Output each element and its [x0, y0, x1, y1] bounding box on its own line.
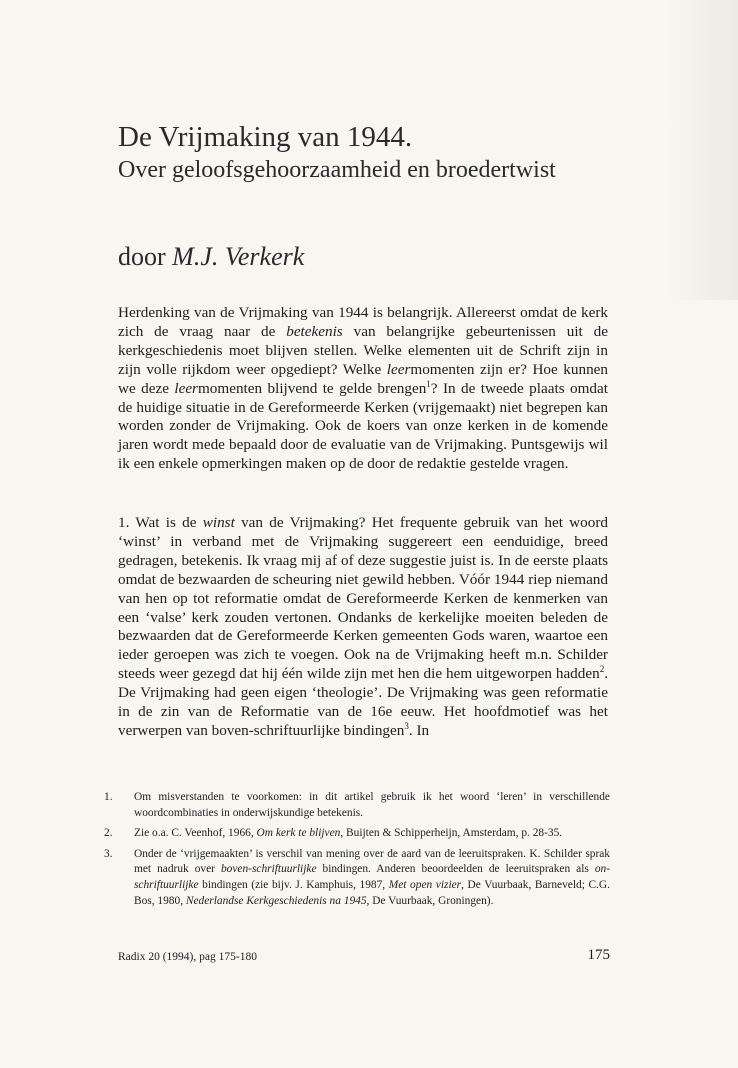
text-run: . In [408, 721, 430, 739]
emphasis-text: leer [174, 379, 198, 397]
text-run: ? In de tweede plaats omdat de huidige situatie in de Gereformeerde Kerken (vrijgemaakt) niet begrepen kan worden zonder de Vrijmaking. Ook de koers van onze kerken in de komende jaren wordt mede bepaald door de evaluatie van de Vrijmaking. Puntsgewijs wil ik een enkele opmerkingen maken op de door de redaktie gestelde vragen. [118, 379, 608, 473]
footnote-ref: 2 [599, 664, 605, 675]
paragraph-intro [118, 304, 608, 474]
emphasis-text: leer [386, 360, 411, 378]
byline [118, 241, 678, 273]
text-run: Zie o.a. C. Veenhof, 1966, [134, 827, 257, 840]
article-title: De Vrijmaking van 1944. [118, 121, 413, 153]
emphasis-text: betekenis [286, 322, 343, 340]
footnote-ref: 3 [404, 720, 409, 731]
text-run: bindingen (zie bijv. J. Kamphuis, 1987, [198, 878, 389, 891]
text-run: 1. Wat is de [118, 514, 203, 531]
author-name: M.J. Verkerk [172, 242, 305, 271]
paragraph-point-1 [118, 514, 608, 741]
footnote-number: 2. [104, 827, 113, 840]
footnote-text [134, 826, 610, 842]
footnote [104, 847, 610, 909]
footnote-text [134, 847, 610, 909]
footnote-number: 1. [104, 791, 113, 803]
scan-shadow [668, 0, 738, 300]
emphasis-text: on-schriftuurlijke [134, 863, 610, 891]
text-run: bindingen. Anderen beoordeelden de leeruitspraken als [316, 863, 595, 876]
emphasis-text: Met open vizier [388, 878, 462, 891]
text-run: , De Vuurbaak, Barneveld; C.G. Bos, 1980, [134, 878, 610, 907]
text-run: . De Vrijmaking had geen eigen ‘theologie’. De Vrijmaking was geen reformatie in de zin van de Reformatie van de 16e eeuw. Het hoofdmotief was het verwerpen van boven-schriftuurlijke bindingen [118, 665, 608, 739]
footnote-ref: 1 [426, 378, 431, 389]
text-run: , De Vuurbaak, Groningen). [366, 894, 494, 907]
footnote-separator [118, 756, 608, 757]
text-run: van belangrijke gebeurtenissen uit de kerkgeschiedenis moet blijven stellen. Welke elementen uit de Schrift zijn in zijn volle rijkdom weer opgediept? Welke [118, 322, 608, 378]
footnote-number: 3. [104, 847, 113, 860]
footnote [104, 790, 610, 821]
text-run: momenten zijn er? Hoe kunnen we deze [118, 360, 608, 397]
emphasis-text: winst [202, 514, 235, 531]
footnotes [104, 790, 610, 914]
page-number: 175 [587, 947, 610, 963]
text-run: momenten blijvend te gelde brengen [197, 379, 427, 397]
footnote [104, 826, 610, 842]
journal-citation: Radix 20 (1994), pag 175-180 [118, 951, 257, 963]
text-run: Onder de ‘vrijgemaakten’ is verschil van mening over de aard van de leeruitspraken. K. Schilder sprak met nadruk over [134, 847, 610, 876]
text-run: , Buijten & Schipperheijn, Amsterdam, p. 28-35. [340, 827, 563, 840]
emphasis-text: boven-schriftuurlijke [220, 863, 317, 876]
emphasis-text: Nederlandse Kerkgeschiedenis na 1945 [185, 894, 367, 907]
text-run: Herdenking van de Vrijmaking van 1944 is belangrijk. Allereerst omdat de kerk zich de vraag naar de [118, 304, 608, 340]
text-run: van de Vrijmaking? Het frequente gebruik van het woord ‘winst’ in verband met de Vrijmaking suggereert een eenduidige, breed gedragen, betekenis. Ik vraag mij af of deze suggestie juist is. In de eerste plaats omdat de bezwaarden de scheuring niet gewild hebben. Vóór 1944 riep niemand van hen op tot reformatie omdat de Gereformeerde Kerken de kenmerken van een ‘valse’ kerk zouden vertonen. Ondanks de kerkelijke moeiten beleden de bezwaarden dat de Gereformeerde Kerken gemeenten Gods waren, waartoe een ieder geroepen was zich te voegen. Ook na de Vrijmaking heeft m.n. Schilder steeds weer gezegd dat hij één wilde zijn met hen die hem uitgeworpen hadden [118, 514, 608, 683]
footnote-text [134, 790, 610, 821]
article-subtitle: Over geloofsgehoorzaamheid en broedertwist [118, 157, 556, 183]
byline-prefix: door [118, 242, 173, 271]
emphasis-text: Om kerk te blijven [256, 827, 341, 840]
text-run: Om misverstanden te voorkomen: in dit artikel gebruik ik het woord ‘leren’ in verschillende woordcombinaties in onderwijskundige betekenis. [134, 791, 610, 819]
